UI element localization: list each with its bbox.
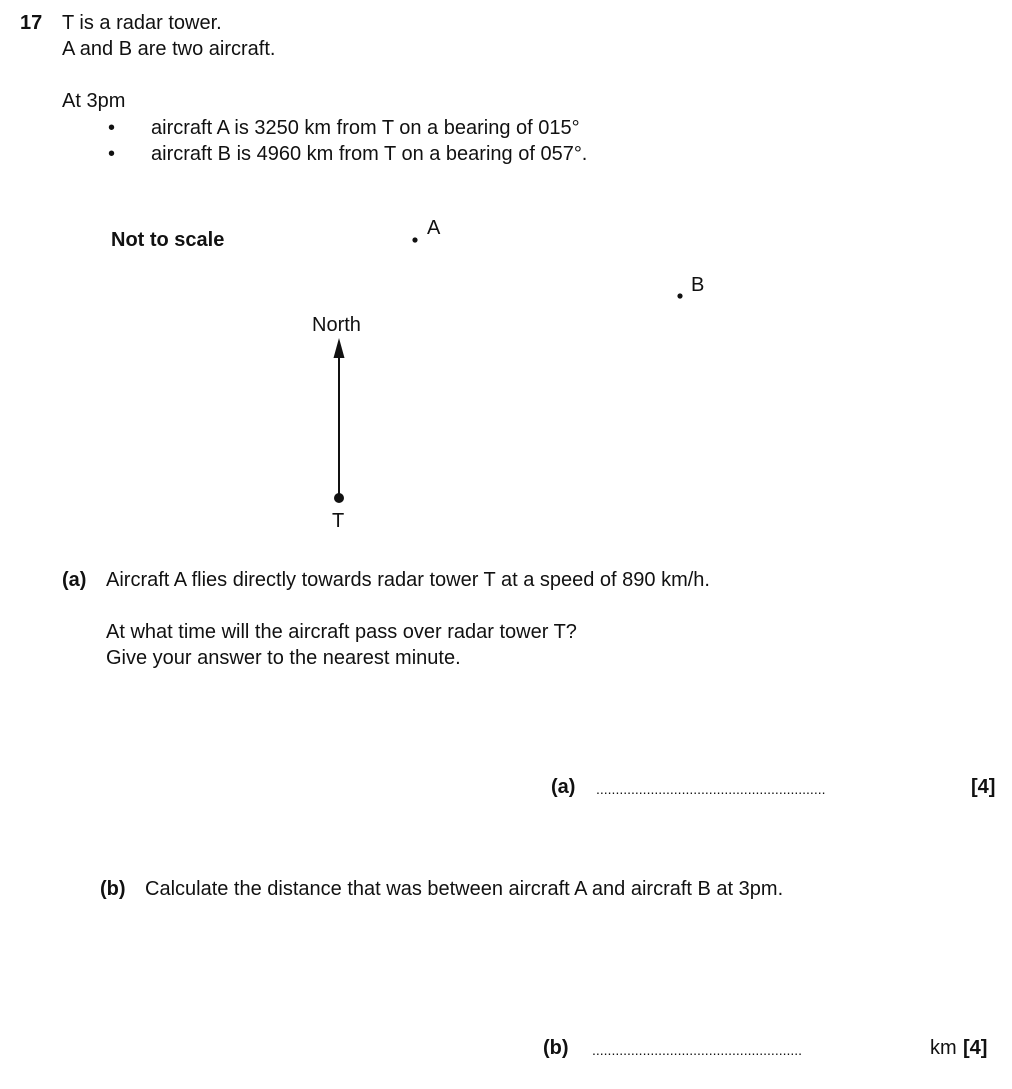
label-a: A	[427, 217, 441, 239]
part-b-marks: [4]	[963, 1037, 988, 1059]
part-b-line-1: Calculate the distance that was between aircraft A and aircraft B at 3pm.	[145, 878, 784, 900]
part-a-label: (a)	[62, 569, 87, 591]
time-heading: At 3pm	[62, 90, 126, 112]
bullet-symbol-1: •	[108, 117, 116, 139]
bullet-aircraft-a: aircraft A is 3250 km from T on a bearing of 015°	[151, 117, 580, 139]
part-a-answer-line[interactable]: ...........................................................	[596, 781, 826, 797]
label-t: T	[332, 510, 345, 532]
part-b-answer-label: (b)	[543, 1037, 569, 1059]
north-arrow-head	[334, 338, 345, 358]
part-a-answer-label: (a)	[551, 776, 576, 798]
part-a-line-3: Give your answer to the nearest minute.	[106, 647, 461, 669]
bullet-aircraft-b: aircraft B is 4960 km from T on a bearing of 057°.	[151, 143, 588, 165]
part-a-line-1: Aircraft A flies directly towards radar tower T at a speed of 890 km/h.	[106, 569, 710, 591]
intro-line-1: T is a radar tower.	[62, 12, 222, 34]
intro-line-2: A and B are two aircraft.	[62, 38, 276, 60]
question-number: 17	[20, 12, 43, 34]
point-a-dot	[412, 237, 417, 242]
label-b: B	[691, 274, 705, 296]
part-b-unit: km	[930, 1037, 957, 1059]
label-north: North	[312, 314, 361, 336]
part-a-line-2: At what time will the aircraft pass over radar tower T?	[106, 621, 577, 643]
bullet-symbol-2: •	[108, 143, 116, 165]
part-a-marks: [4]	[971, 776, 996, 798]
point-b-dot	[677, 293, 682, 298]
part-b-answer-line[interactable]: ......................................................	[592, 1042, 803, 1058]
point-t-dot	[334, 493, 344, 503]
not-to-scale-label: Not to scale	[111, 229, 225, 251]
part-b-label: (b)	[100, 878, 126, 900]
